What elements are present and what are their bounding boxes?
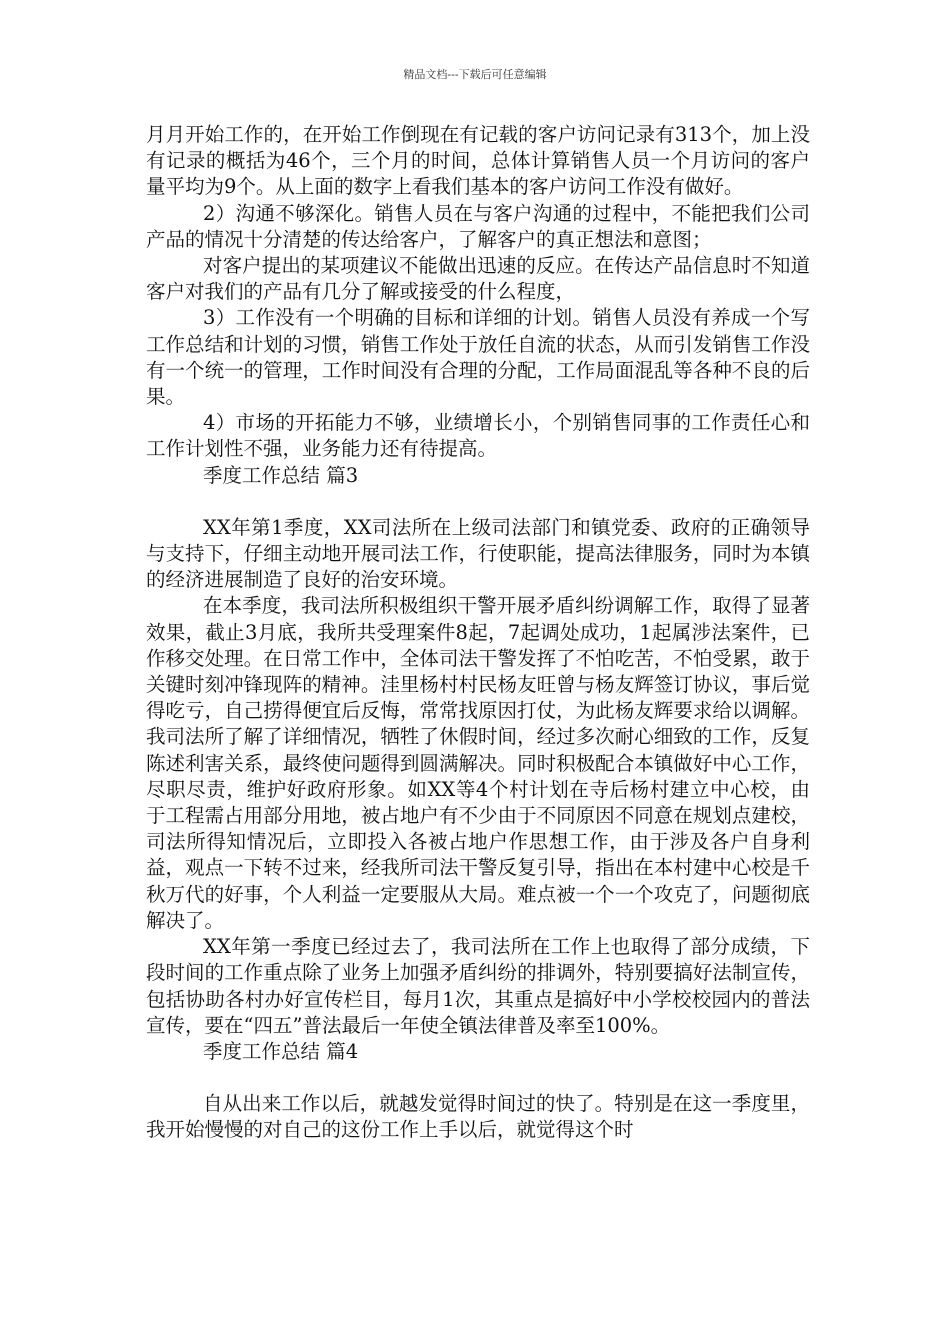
section-heading: 季度工作总结 篇3 bbox=[203, 463, 359, 487]
paragraph: XX年第1季度，XX司法所在上级司法部门和镇党委、政府的正确领导与支持下，仔细主动地开展司法工作，行使职能，提高法律服务，同时为本镇的经济进展制造了良好的治安环境。 bbox=[146, 515, 810, 592]
paragraph: 自从出来工作以后，就越发觉得时间过的快了。特别是在这一季度里，我开始慢慢的对自己的这份工作上手以后，就觉得这个时 bbox=[146, 1092, 810, 1142]
paragraph: 月月开始工作的，在开始工作倒现在有记载的客户访问记录有313个，加上没有记录的概括为46个，三个月的时间，总体计算销售人员一个月访问的客户量平均为9个。从上面的数字上看我们基本的客户访问工作没有做好。 bbox=[146, 123, 810, 199]
document-body bbox=[146, 122, 810, 1144]
paragraph: 在本季度，我司法所积极组织干警开展矛盾纠纷调解工作，取得了显著效果，截止3月底，我所共受理案件8起，7起调处成功，1起属涉法案件，已作移交处理。在日常工作中，全体司法干警发挥了不怕吃苦，不怕受累，敢于关键时刻冲锋现阵的精神。洼里杨村村民杨友旺曾与杨友辉签订协议，事后觉得吃亏，自己捞得便宜后反悔，常常找原因打仗，为此杨友辉要求给以调解。我司法所了解了详细情况，牺牲了休假时间，经过多次耐心细致的工作，反复陈述利害关系，最终使问题得到圆满解决。同时积极配合本镇做好中心工作，尽职尽责，维护好政府形象。如XX等4个村计划在寺后杨村建立中心校，由于工程需占用部分用地，被占地户有不少由于不同原因不同意在规划点建校，司法所得知情况后，立即投入各被占地户作思想工作，由于涉及各户自身利益，观点一下转不过来，经我所司法干警反复引导，指出在本村建中心校是千秋万代的好事，个人利益一定要服从大局。难点被一个一个攻克了，问题彻底解决了。 bbox=[146, 594, 810, 932]
blank-line bbox=[146, 1065, 810, 1091]
section-heading: 季度工作总结 篇4 bbox=[203, 1039, 359, 1063]
paragraph: 4）市场的开拓能力不够，业绩增长小，个别销售同事的工作责任心和工作计划性不强，业务能力还有待提高。 bbox=[146, 411, 810, 461]
paragraph: XX年第一季度已经过去了，我司法所在工作上也取得了部分成绩，下段时间的工作重点除了业务上加强矛盾纠纷的排调外，特别要搞好法制宣传，包括协助各村办好宣传栏目，每月1次，其重点是搞好中小学校校园内的普法宣传，要在“四五”普法最后一年使全镇法律普及率至100%。 bbox=[146, 935, 810, 1037]
page-header: 精品文档---下载后可任意编辑 bbox=[403, 68, 547, 81]
paragraph: 对客户提出的某项建议不能做出迅速的反应。在传达产品信息时不知道客户对我们的产品有几分了解或接受的什么程度， bbox=[146, 254, 810, 304]
blank-line bbox=[146, 489, 810, 515]
paragraph: 2）沟通不够深化。销售人员在与客户沟通的过程中，不能把我们公司产品的情况十分清楚的传达给客户，了解客户的真正想法和意图； bbox=[146, 201, 810, 251]
paragraph: 3）工作没有一个明确的目标和详细的计划。销售人员没有养成一个写工作总结和计划的习惯，销售工作处于放任自流的状态，从而引发销售工作没有一个统一的管理，工作时间没有合理的分配，工作局面混乱等各种不良的后果。 bbox=[146, 306, 810, 409]
